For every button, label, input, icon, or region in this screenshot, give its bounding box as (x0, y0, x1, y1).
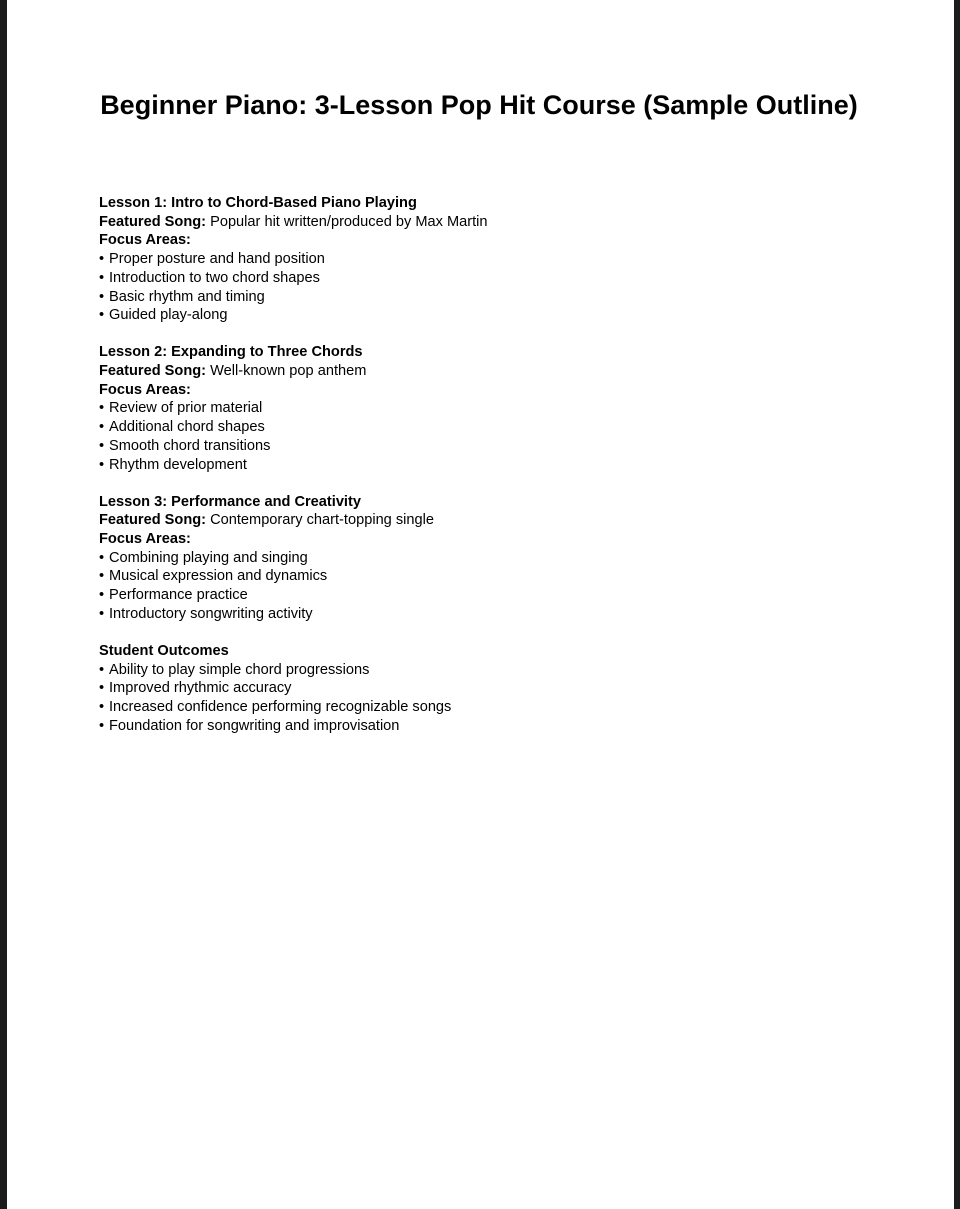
outcomes-section (99, 642, 879, 736)
list-item-text: Ability to play simple chord progressions (109, 661, 370, 678)
featured-song-value: Contemporary chart-topping single (210, 512, 434, 529)
lesson-section-3 (99, 493, 879, 624)
list-item-text: Smooth chord transitions (109, 437, 271, 454)
list-item (99, 698, 879, 717)
list-item-text: Additional chord shapes (109, 419, 265, 436)
list-item (99, 250, 879, 269)
bullet-icon: • (99, 568, 105, 585)
list-item-text: Improved rhythmic accuracy (109, 680, 292, 697)
bullet-icon: • (99, 400, 105, 417)
list-item (99, 605, 879, 624)
bullet-icon: • (99, 419, 105, 436)
list-item-text: Musical expression and dynamics (109, 568, 328, 585)
document-title: Beginner Piano: 3-Lesson Pop Hit Course (Sample Outline) (100, 90, 858, 120)
focus-areas-list (99, 399, 879, 474)
focus-areas-label: Focus Areas: (99, 381, 191, 398)
featured-song-line (99, 362, 879, 381)
bullet-icon: • (99, 717, 105, 734)
featured-song-value: Well-known pop anthem (210, 363, 367, 380)
focus-areas-label: Focus Areas: (99, 531, 191, 548)
featured-song-label: Featured Song: (99, 512, 207, 529)
list-item (99, 418, 879, 437)
bullet-icon: • (99, 307, 105, 324)
list-item-text: Review of prior material (109, 400, 263, 417)
list-item-text: Introductory songwriting activity (109, 605, 313, 622)
list-item (99, 586, 879, 605)
list-item-text: Rhythm development (109, 456, 247, 473)
featured-song-value: Popular hit written/produced by Max Martin (210, 213, 488, 230)
list-item-text: Basic rhythm and timing (109, 288, 265, 305)
featured-song-line (99, 511, 879, 530)
focus-areas-list (99, 250, 879, 325)
list-item-text: Performance practice (109, 587, 248, 604)
list-item-text: Increased confidence performing recognizable songs (109, 699, 452, 716)
list-item (99, 661, 879, 680)
list-item (99, 399, 879, 418)
list-item-text: Introduction to two chord shapes (109, 269, 320, 286)
lesson-section-1 (99, 194, 879, 325)
document-page (7, 0, 954, 1209)
lesson-heading: Lesson 2: Expanding to Three Chords (99, 344, 363, 361)
list-item (99, 717, 879, 736)
lesson-section-2 (99, 343, 879, 474)
list-item-text: Combining playing and singing (109, 549, 308, 566)
bullet-icon: • (99, 251, 105, 268)
bullet-icon: • (99, 456, 105, 473)
featured-song-label: Featured Song: (99, 213, 207, 230)
bullet-icon: • (99, 605, 105, 622)
outcomes-list (99, 661, 879, 736)
list-item-text: Foundation for songwriting and improvisation (109, 717, 400, 734)
featured-song-label: Featured Song: (99, 363, 207, 380)
featured-song-line (99, 213, 879, 232)
bullet-icon: • (99, 549, 105, 566)
list-item (99, 567, 879, 586)
list-item (99, 549, 879, 568)
list-item (99, 456, 879, 475)
lesson-heading: Lesson 1: Intro to Chord-Based Piano Playing (99, 195, 417, 211)
list-item-text: Proper posture and hand position (109, 251, 325, 268)
outcomes-heading: Student Outcomes (99, 642, 229, 659)
focus-areas-label: Focus Areas: (99, 232, 191, 249)
list-item (99, 679, 879, 698)
list-item (99, 437, 879, 456)
bullet-icon: • (99, 680, 105, 697)
list-item (99, 306, 879, 325)
focus-areas-list (99, 549, 879, 624)
list-item-text: Guided play-along (109, 307, 228, 324)
bullet-icon: • (99, 288, 105, 305)
bullet-icon: • (99, 269, 105, 286)
document-body (99, 194, 879, 754)
list-item (99, 269, 879, 288)
lesson-heading: Lesson 3: Performance and Creativity (99, 493, 361, 510)
bullet-icon: • (99, 699, 105, 716)
list-item (99, 288, 879, 307)
bullet-icon: • (99, 661, 105, 678)
bullet-icon: • (99, 437, 105, 454)
bullet-icon: • (99, 587, 105, 604)
